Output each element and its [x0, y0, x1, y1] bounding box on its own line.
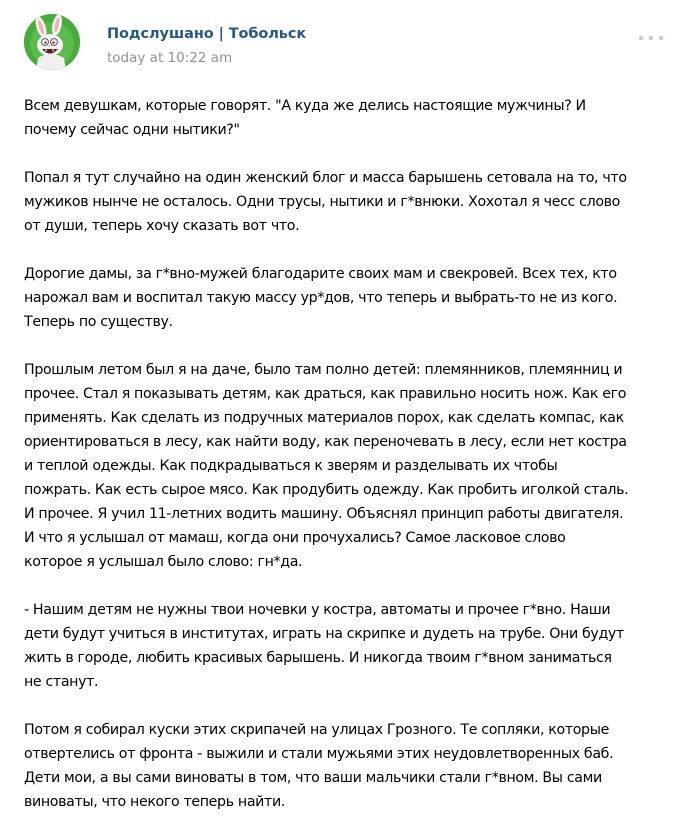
- post-paragraph: Всем девушкам, которые говорят. "А куда же делись настоящие мужчины? И почему сейчас одни нытики?": [24, 98, 586, 138]
- post-paragraph: - Нашим детям не нужны твои ночевки у костра, автоматы и прочее г*вно. Наши дети будут учиться в институтах, играть на скрипке и дудеть на трубе. Они будут жить в городе, любить красивых барышень. И никогда твоим г*вном заниматься не станут.: [24, 602, 624, 690]
- community-avatar[interactable]: [24, 14, 80, 70]
- post-more-button[interactable]: [636, 32, 666, 44]
- post-header: [0, 0, 677, 80]
- post-paragraph: Попал я тут случайно на один женский блог и масса барышень сетовала на то, что мужиков нынче не осталось. Одни трусы, нытики и г*внюки. Хохотал я чесс слово от души, теперь хочу сказать вот что.: [24, 170, 627, 234]
- post-text: [24, 94, 672, 838]
- post-timestamp-link[interactable]: today at 10:22 am: [107, 50, 233, 66]
- rabbid-avatar-icon: [24, 14, 80, 70]
- community-name-link[interactable]: Подслушано | Тобольск: [107, 26, 307, 42]
- post-paragraph: Дорогие дамы, за г*вно-мужей благодарите своих мам и свекровей. Всех тех, кто нарожал вам и воспитал такую массу ур*дов, что теперь и выбрать-то не из кого. Теперь по существу.: [24, 266, 618, 330]
- post-paragraph: Потом я собирал куски этих скрипачей на улицах Грозного. Те сопляки, которые отвертелись от фронта - выжили и стали мужьями этих неудовлетворенных баб. Дети мои, а вы сами виноваты в том, что ваши мальчики стали г*вном. Вы сами виноваты, что некого теперь найти.: [24, 722, 614, 810]
- more-dots-icon: [636, 32, 666, 44]
- post-paragraph: Прошлым летом был я на даче, было там полно детей: племянников, племянниц и прочее. Стал я показывать детям, как драться, как правильно носить нож. Как его применять. Как сделать из подручных материалов порох, как сделать компас, как ориентироваться в лесу, как найти воду, как переночевать в лесу, если нет костра и теплой одежды. Как подкрадываться к зверям и разделывать их чтобы пожрать. Как есть сырое мясо. Как продубить одежду. Как пробить иголкой сталь. И прочее. Я учил 11-летних водить машину. Объяснял принцип работы двигателя. И что я услышал от мамаш, когда они прочухались? Самое ласковое слово которое я услышал было слово: гн*да.: [24, 362, 629, 570]
